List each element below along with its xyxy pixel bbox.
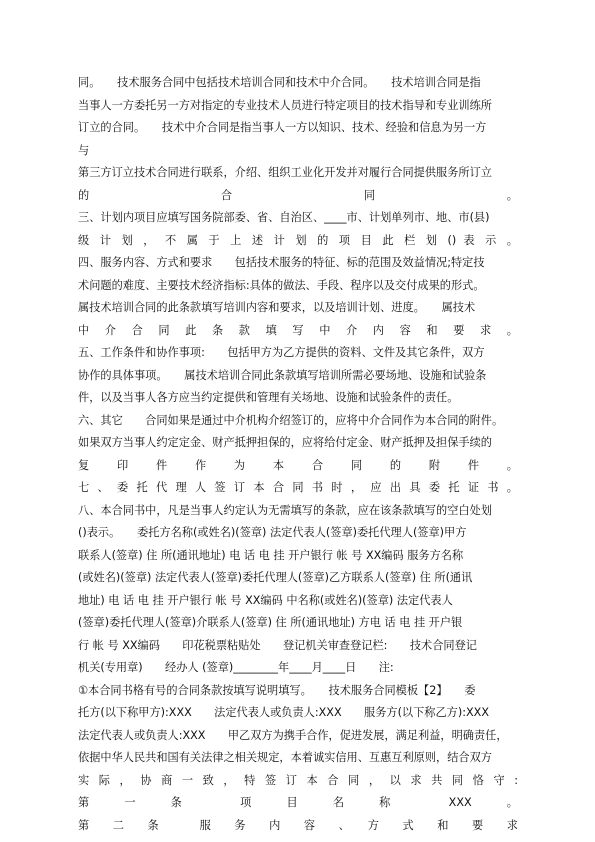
text-line: 法定代表人或负责人:XXX 甲乙双方为携手合作，促进发展，满足利益，明确责任，: [78, 728, 508, 742]
text-line: ()表示。 委托方名称(或姓名)(签章) 法定代表人(签章)委托代理人(签章)甲方: [78, 526, 467, 539]
text-line: 六、其它 合同如果是通过中介机构介绍签订的，应将中介合同作为本合同的附件。: [78, 413, 504, 427]
text-line: 属技术培训合同的此条款填写培训内容和要求，以及培训计划、进度。 属技术: [78, 301, 476, 314]
text-line: 地址) 电 话 电 挂 开户银行 帐 号 XX编码 中名称(或姓名)(签章) 法定代表人: [78, 593, 453, 607]
text-line: ①本合同书格有号的合同条款按填写说明填写。 技术服务合同模板【2】 委: [78, 683, 476, 697]
text-line: 五、工作条件和协作事项: 包括甲方为乙方提供的资料、文件及其它条件，双方: [78, 346, 485, 359]
text-line: 联系人(签章) 住 所(通讯地址) 电 话 电 挂 开户银行 帐 号 XX编码 服务方名称: [78, 548, 464, 562]
text-line: (或姓名)(签章) 法定代表人(签章)委托代理人(签章)乙方联系人(签章) 住 所(通讯: [78, 571, 473, 584]
text-line: 级 计 划 ， 不 属 于 上 述 计 划 的 项 目 此 栏 划 () 表 示 。: [78, 233, 518, 247]
text-line: 依据中华人民共和国有关法律之相关规定，本着诚实信用、互惠互利原则，结合双方: [78, 751, 492, 764]
text-line: 当事人一方委托另一方对指定的专业技术人员进行特定项目的技术指导和专业训练所: [78, 98, 492, 112]
text-line: (签章)委托代理人(签章)介联系人(签章) 住 所(通讯地址) 方电 话 电 挂 开户银: [78, 616, 463, 629]
text-line: 七 、 委 托 代 理 人 签 订 本 合 同 书 时 ， 应 出 具 委 托 证 书 。: [78, 481, 518, 494]
text-line: 同。 技术服务合同中包括技术培训合同和技术中介合同。 技术培训合同是指: [78, 76, 481, 89]
text-line: 四、服务内容、方式和要求 包括技术服务的特征、标的范围及效益情况;特定技: [78, 256, 485, 269]
text-line: 协作的具体事项。 属技术培训合同此条款填写培训所需必要场地、设施和试验条: [78, 368, 487, 382]
text-line: 订立的合同。 技术中介合同是指当事人一方以知识、技术、经验和信息为另一方: [78, 121, 487, 134]
text-line: 三、计划内项目应填写国务院部委、省、自治区、____市、计划单列市、地、市(县): [78, 211, 490, 224]
text-line: 如果双方当事人约定定金、财产抵押担保的，应将给付定金、财产抵押及担保手续的: [78, 436, 492, 449]
text-line: 机关(专用章) 经办人 (签章)________年____月____日 注:: [78, 661, 394, 674]
text-line: 的 合 同 。: [78, 188, 518, 202]
text-line: 与: [78, 143, 90, 157]
text-line: 件，以及当事人各方应当约定提供和管理有关场地、设施和试验条件的责任。: [78, 391, 459, 404]
text-line: 行 帐 号 XX编码 印花税票粘贴处 登记机关审查登记栏: 技术合同登记: [78, 638, 477, 652]
text-line: 复 印 件 作 为 本 合 同 的 附 件 。: [78, 458, 518, 472]
document-body: [78, 72, 518, 837]
text-line: 第 二 条 服 务 内 容 、 方 式 和 要 求: [78, 818, 518, 832]
text-line: 中 介 合 同 此 条 款 填 写 中 介 内 容 和 要 求 。: [78, 323, 518, 337]
text-line: 第三方订立技术合同进行联系，介绍、组织工业化开发并对履行合同提供服务所订立: [78, 166, 492, 179]
text-line: 托方(以下称甲方):XXX 法定代表人或负责人:XXX 服务方(以下称乙方):XXX: [78, 706, 489, 719]
text-line: 术问题的难度、主要技术经济指标:具体的做法、手段、程序以及交付成果的形式。: [78, 278, 485, 292]
text-line: 八、本合同书中，凡是当事人约定认为无需填写的条款，应在该条款填写的空白处划: [78, 503, 492, 517]
text-line: 实 际 ， 协 商 一 致 ， 特 签 订 本 合 同 ， 以 求 共 同 恪 守 :: [78, 773, 518, 787]
text-line: 第 一 条 项 目 名 称 XXX 。: [78, 796, 518, 809]
